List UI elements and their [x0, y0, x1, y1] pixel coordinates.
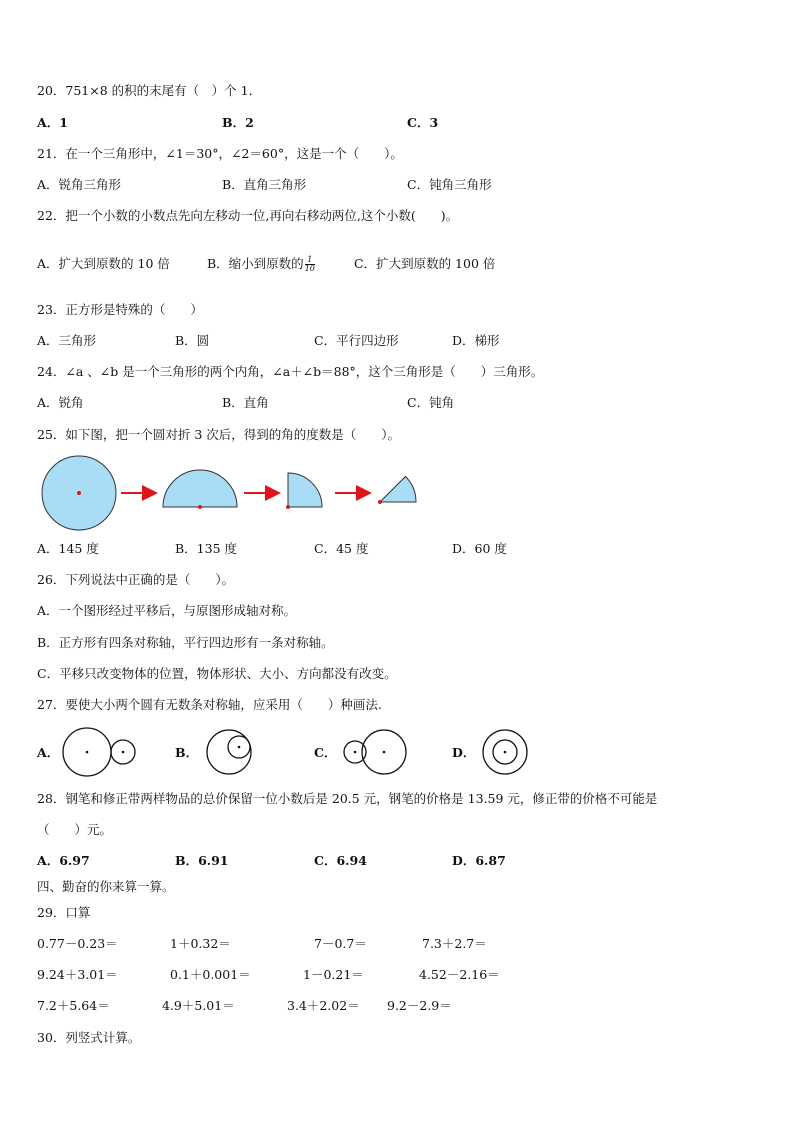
- q21-option-a: A．锐角三角形: [37, 177, 122, 192]
- section-heading: 四、勤奋的你来算一算。: [37, 879, 175, 894]
- mental-math-item: 4.52－2.16＝: [419, 967, 500, 982]
- q27-option-b: B．: [175, 745, 199, 760]
- q24-option-a: A．锐角: [37, 395, 84, 410]
- option-c-circles: [344, 730, 406, 774]
- q25-option-d: D．60 度: [452, 541, 507, 556]
- quarter-circle-shape: [288, 473, 322, 507]
- mental-math-item: 7.3＋2.7＝: [422, 936, 487, 951]
- q24-option-c: C．钝角: [407, 395, 455, 410]
- q28-option-c: C．6.94: [314, 853, 367, 868]
- mental-math-item: 0.1＋0.001＝: [170, 967, 251, 982]
- question-28-stem: 28．钢笔和修正带两样物品的总价保留一位小数后是 20.5 元，钢笔的价格是 13.59 元，修正带的价格不可能是: [37, 791, 658, 806]
- q28-option-b: B．6.91: [175, 853, 229, 868]
- option-d-circles: [483, 730, 527, 774]
- fraction-numerator: 1: [305, 256, 315, 265]
- q22-option-a: A．扩大到原数的 10 倍: [37, 256, 170, 271]
- circle-folding-figure: [0, 455, 794, 535]
- mental-math-item: 3.4＋2.02＝: [287, 998, 360, 1013]
- question-23-stem: 23．正方形是特殊的（ ）: [37, 302, 203, 317]
- q25-option-b: B．135 度: [175, 541, 238, 556]
- q28-option-d: D．6.87: [452, 853, 506, 868]
- mental-math-item: 4.9＋5.01＝: [162, 998, 235, 1013]
- q22-option-b: [207, 256, 315, 273]
- mental-math-item: 0.77－0.23＝: [37, 936, 118, 951]
- mental-math-item: 9.24＋3.01＝: [37, 967, 118, 982]
- half-circle-shape: [163, 470, 237, 507]
- question-30-stem: 30．列竖式计算。: [37, 1030, 141, 1045]
- q23-option-d: D．梯形: [452, 333, 500, 348]
- q22-option-c: C．扩大到原数的 100 倍: [354, 256, 496, 271]
- two-circles-figures: [0, 722, 794, 782]
- fraction-one-tenth: [305, 256, 315, 273]
- question-28-stem-continued: （ ）元。: [37, 822, 113, 837]
- question-22-stem: 22．把一个小数的小数点先向左移动一位,再向右移动两位,这个小数( )。: [37, 208, 459, 223]
- option-b-circles: [207, 730, 251, 774]
- question-27-stem: 27．要使大小两个圆有无数条对称轴，应采用（ ）种画法.: [37, 697, 382, 712]
- center-dot: [77, 491, 81, 495]
- center-dot: [378, 500, 382, 504]
- q22-option-b-text: B．缩小到原数的: [207, 256, 304, 271]
- q25-option-c: C．45 度: [314, 541, 369, 556]
- question-21-stem: 21．在一个三角形中，∠1＝30°，∠2＝60°，这是一个（ ）。: [37, 146, 403, 161]
- q26-option-c: C．平移只改变物体的位置，物体形状、大小、方向都没有改变。: [37, 666, 397, 681]
- q21-option-c: C．钝角三角形: [407, 177, 492, 192]
- center-dot: [286, 505, 290, 509]
- mental-math-item: 9.2－2.9＝: [387, 998, 452, 1013]
- q24-option-b: B．直角: [222, 395, 269, 410]
- q21-option-b: B．直角三角形: [222, 177, 307, 192]
- center-dot: [198, 505, 202, 509]
- q26-option-b: B．正方形有四条对称轴，平行四边形有一条对称轴。: [37, 635, 334, 650]
- q20-option-c: C．3: [407, 115, 439, 130]
- question-24-stem: 24．∠a 、∠b 是一个三角形的两个内角，∠a＋∠b＝88°，这个三角形是（ ）三角形。: [37, 364, 544, 379]
- mental-math-item: 7－0.7＝: [314, 936, 367, 951]
- q20-option-a: A．1: [37, 115, 68, 130]
- q27-option-c: C．: [314, 745, 337, 760]
- q20-option-b: B．2: [222, 115, 254, 130]
- question-29-stem: 29．口算: [37, 905, 91, 920]
- mental-math-item: 1－0.21＝: [303, 967, 364, 982]
- q23-option-a: A．三角形: [37, 333, 97, 348]
- q25-option-a: A．145 度: [37, 541, 99, 556]
- q27-option-a: A．: [37, 745, 60, 760]
- mental-math-item: 1＋0.32＝: [170, 936, 231, 951]
- option-a-circles: [63, 728, 135, 776]
- q28-option-a: A．6.97: [37, 853, 90, 868]
- eighth-circle-shape: [380, 477, 416, 503]
- q23-option-b: B．圆: [175, 333, 210, 348]
- q26-option-a: A．一个图形经过平移后，与原图形成轴对称。: [37, 603, 297, 618]
- q23-option-c: C．平行四边形: [314, 333, 399, 348]
- question-20-stem: 20．751×8 的积的末尾有（ ）个 1．: [37, 83, 262, 98]
- question-25-stem: 25．如下图，把一个圆对折 3 次后，得到的角的度数是（ ）。: [37, 427, 401, 442]
- q27-option-d: D．: [452, 745, 476, 760]
- mental-math-item: 7.2＋5.64＝: [37, 998, 110, 1013]
- question-26-stem: 26．下列说法中正确的是（ ）。: [37, 572, 235, 587]
- fraction-denominator: 10: [304, 264, 315, 273]
